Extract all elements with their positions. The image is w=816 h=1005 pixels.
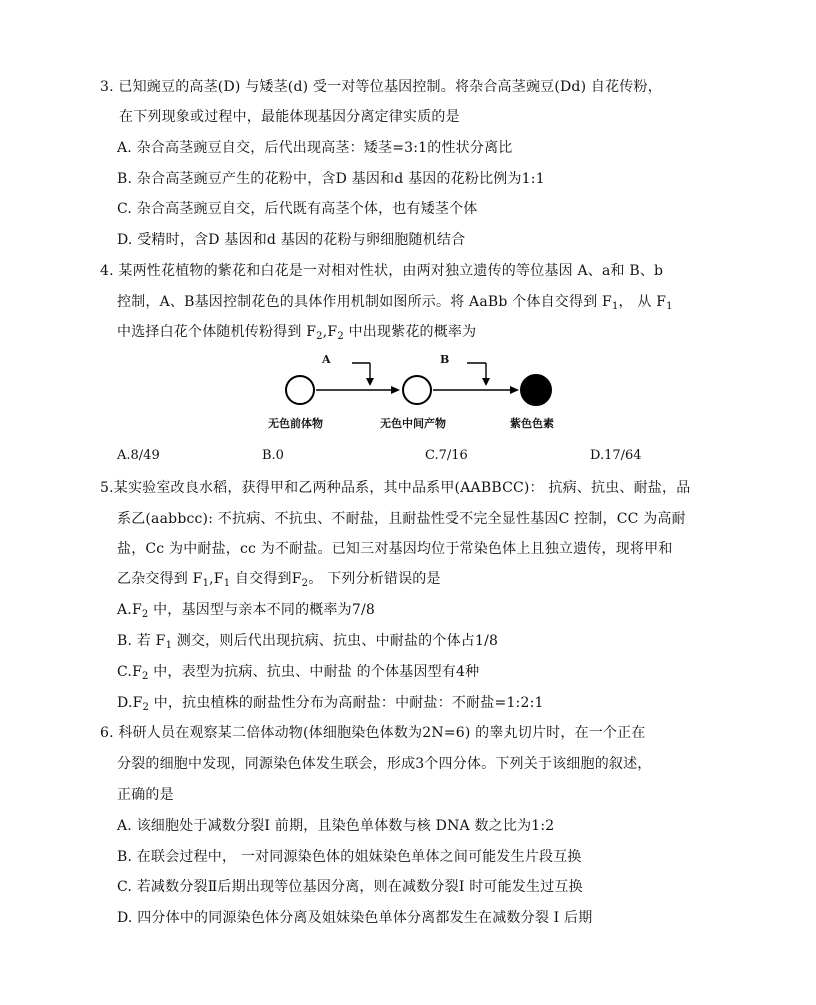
- enzyme-a-head: [366, 378, 374, 386]
- q5-stem-line1: 5.某实验室改良水稻，获得甲和乙两种品系，其中品系甲(AABBCC)： 抗病、抗虫、耐盐，品: [100, 480, 691, 496]
- pigment-node: [521, 375, 551, 405]
- q5-option-d: $D.F_2$ 中，抗虫植株的耐盐性分布为高耐盐：中耐盐：不耐盐=1:2:1: [117, 695, 544, 713]
- arrow-1-head: [391, 386, 400, 394]
- q4-option-d: D.17/64: [590, 448, 642, 463]
- q4-stem-line3: 中选择白花个体随机传粉得到 $F_2,F_2$ 中出现紫花的概率为: [117, 324, 477, 342]
- q4-option-c: C.7/16: [425, 448, 468, 463]
- q3-stem-line2: 在下列现象或过程中，最能体现基因分离定律实质的是: [119, 109, 460, 125]
- precursor-node: [286, 376, 314, 404]
- q3-option-b: B. 杂合高茎豌豆产生的花粉中，含D 基因和d 基因的花粉比例为1:1: [117, 171, 545, 187]
- q6-option-d: D. 四分体中的同源染色体分离及姐妹染色单体分离都发生在减数分裂 I 后期: [117, 910, 593, 926]
- intermediate-node: [403, 376, 431, 404]
- q4-stem-line1: 4. 某两性花植物的紫花和白花是一对相对性状，由两对独立遗传的等位基因 A、a和 B、b: [100, 263, 664, 279]
- q5-option-a: $A.F_2$ 中，基因型与亲本不同的概率为7/8: [117, 602, 376, 620]
- q3-option-d: D. 受精时，含D 基因和d 基因的花粉与卵细胞随机结合: [117, 232, 466, 248]
- q5-option-b: B. 若 $F_1$ 测交，则后代出现抗病、抗虫、中耐盐的个体占1/8: [117, 633, 499, 651]
- q5-stem-line3: 盐，Cc 为中耐盐，cc 为不耐盐。已知三对基因均位于常染色体上且独立遗传，现将甲和: [117, 541, 673, 557]
- enzyme-a-label: A: [322, 353, 331, 366]
- q6-stem-line2: 分裂的细胞中发现，同源染色体发生联会，形成3个四分体。下列关于该细胞的叙述，: [117, 756, 652, 772]
- q5-stem-line4: 乙杂交得到 $F_1,F_1$ 自交得到$F_2$。 下列分析错误的是: [117, 571, 441, 589]
- q6-option-a: A. 该细胞处于减数分裂I 前期，且染色单体数与核 DNA 数之比为1:2: [117, 818, 555, 834]
- q6-stem-line3: 正确的是: [117, 787, 174, 803]
- arrow-2-head: [510, 386, 519, 394]
- pigment-label: 紫色色素: [510, 417, 554, 430]
- q5-stem-line2: 系乙(aabbcc): 不抗病、不抗虫、不耐盐，且耐盐性受不完全显性基因C 控制，CC 为高耐: [117, 511, 686, 527]
- q5-option-c: $C.F_2$ 中，表型为抗病、抗虫、中耐盐 的个体基因型有4种: [117, 664, 480, 682]
- enzyme-b-label: B: [440, 353, 450, 366]
- q6-option-b: B. 在联会过程中， 一对同源染色体的姐妹染色单体之间可能发生片段互换: [117, 849, 582, 865]
- q4-option-b: B.0: [262, 448, 284, 463]
- q3-option-c: C. 杂合高茎豌豆自交，后代既有高茎个体，也有矮茎个体: [117, 201, 478, 217]
- intermediate-label: 无色中间产物: [380, 417, 446, 430]
- enzyme-b-head: [482, 378, 490, 386]
- q6-option-c: C. 若减数分裂Ⅱ后期出现等位基因分离，则在减数分裂I 时可能发生过互换: [117, 879, 583, 895]
- q3-stem-line1: 3. 已知豌豆的高茎(D) 与矮茎(d) 受一对等位基因控制。将杂合高茎豌豆(Dd) 自花传粉，: [100, 79, 662, 95]
- q4-option-a: A.8/49: [117, 448, 160, 463]
- gene-pathway-diagram: [260, 355, 580, 435]
- precursor-label: 无色前体物: [268, 417, 323, 430]
- q6-stem-line1: 6. 科研人员在观察某二倍体动物(体细胞染色体数为2N=6) 的睾丸切片时，在一个正在: [100, 725, 646, 741]
- q4-stem-line2: 控制，A、B基因控制花色的具体作用机制如图所示。将 AaBb 个体自交得到 $F_1$， 从 $F_1$: [117, 294, 673, 312]
- q3-option-a: A. 杂合高茎豌豆自交，后代出现高茎：矮茎=3:1的性状分离比: [117, 140, 513, 156]
